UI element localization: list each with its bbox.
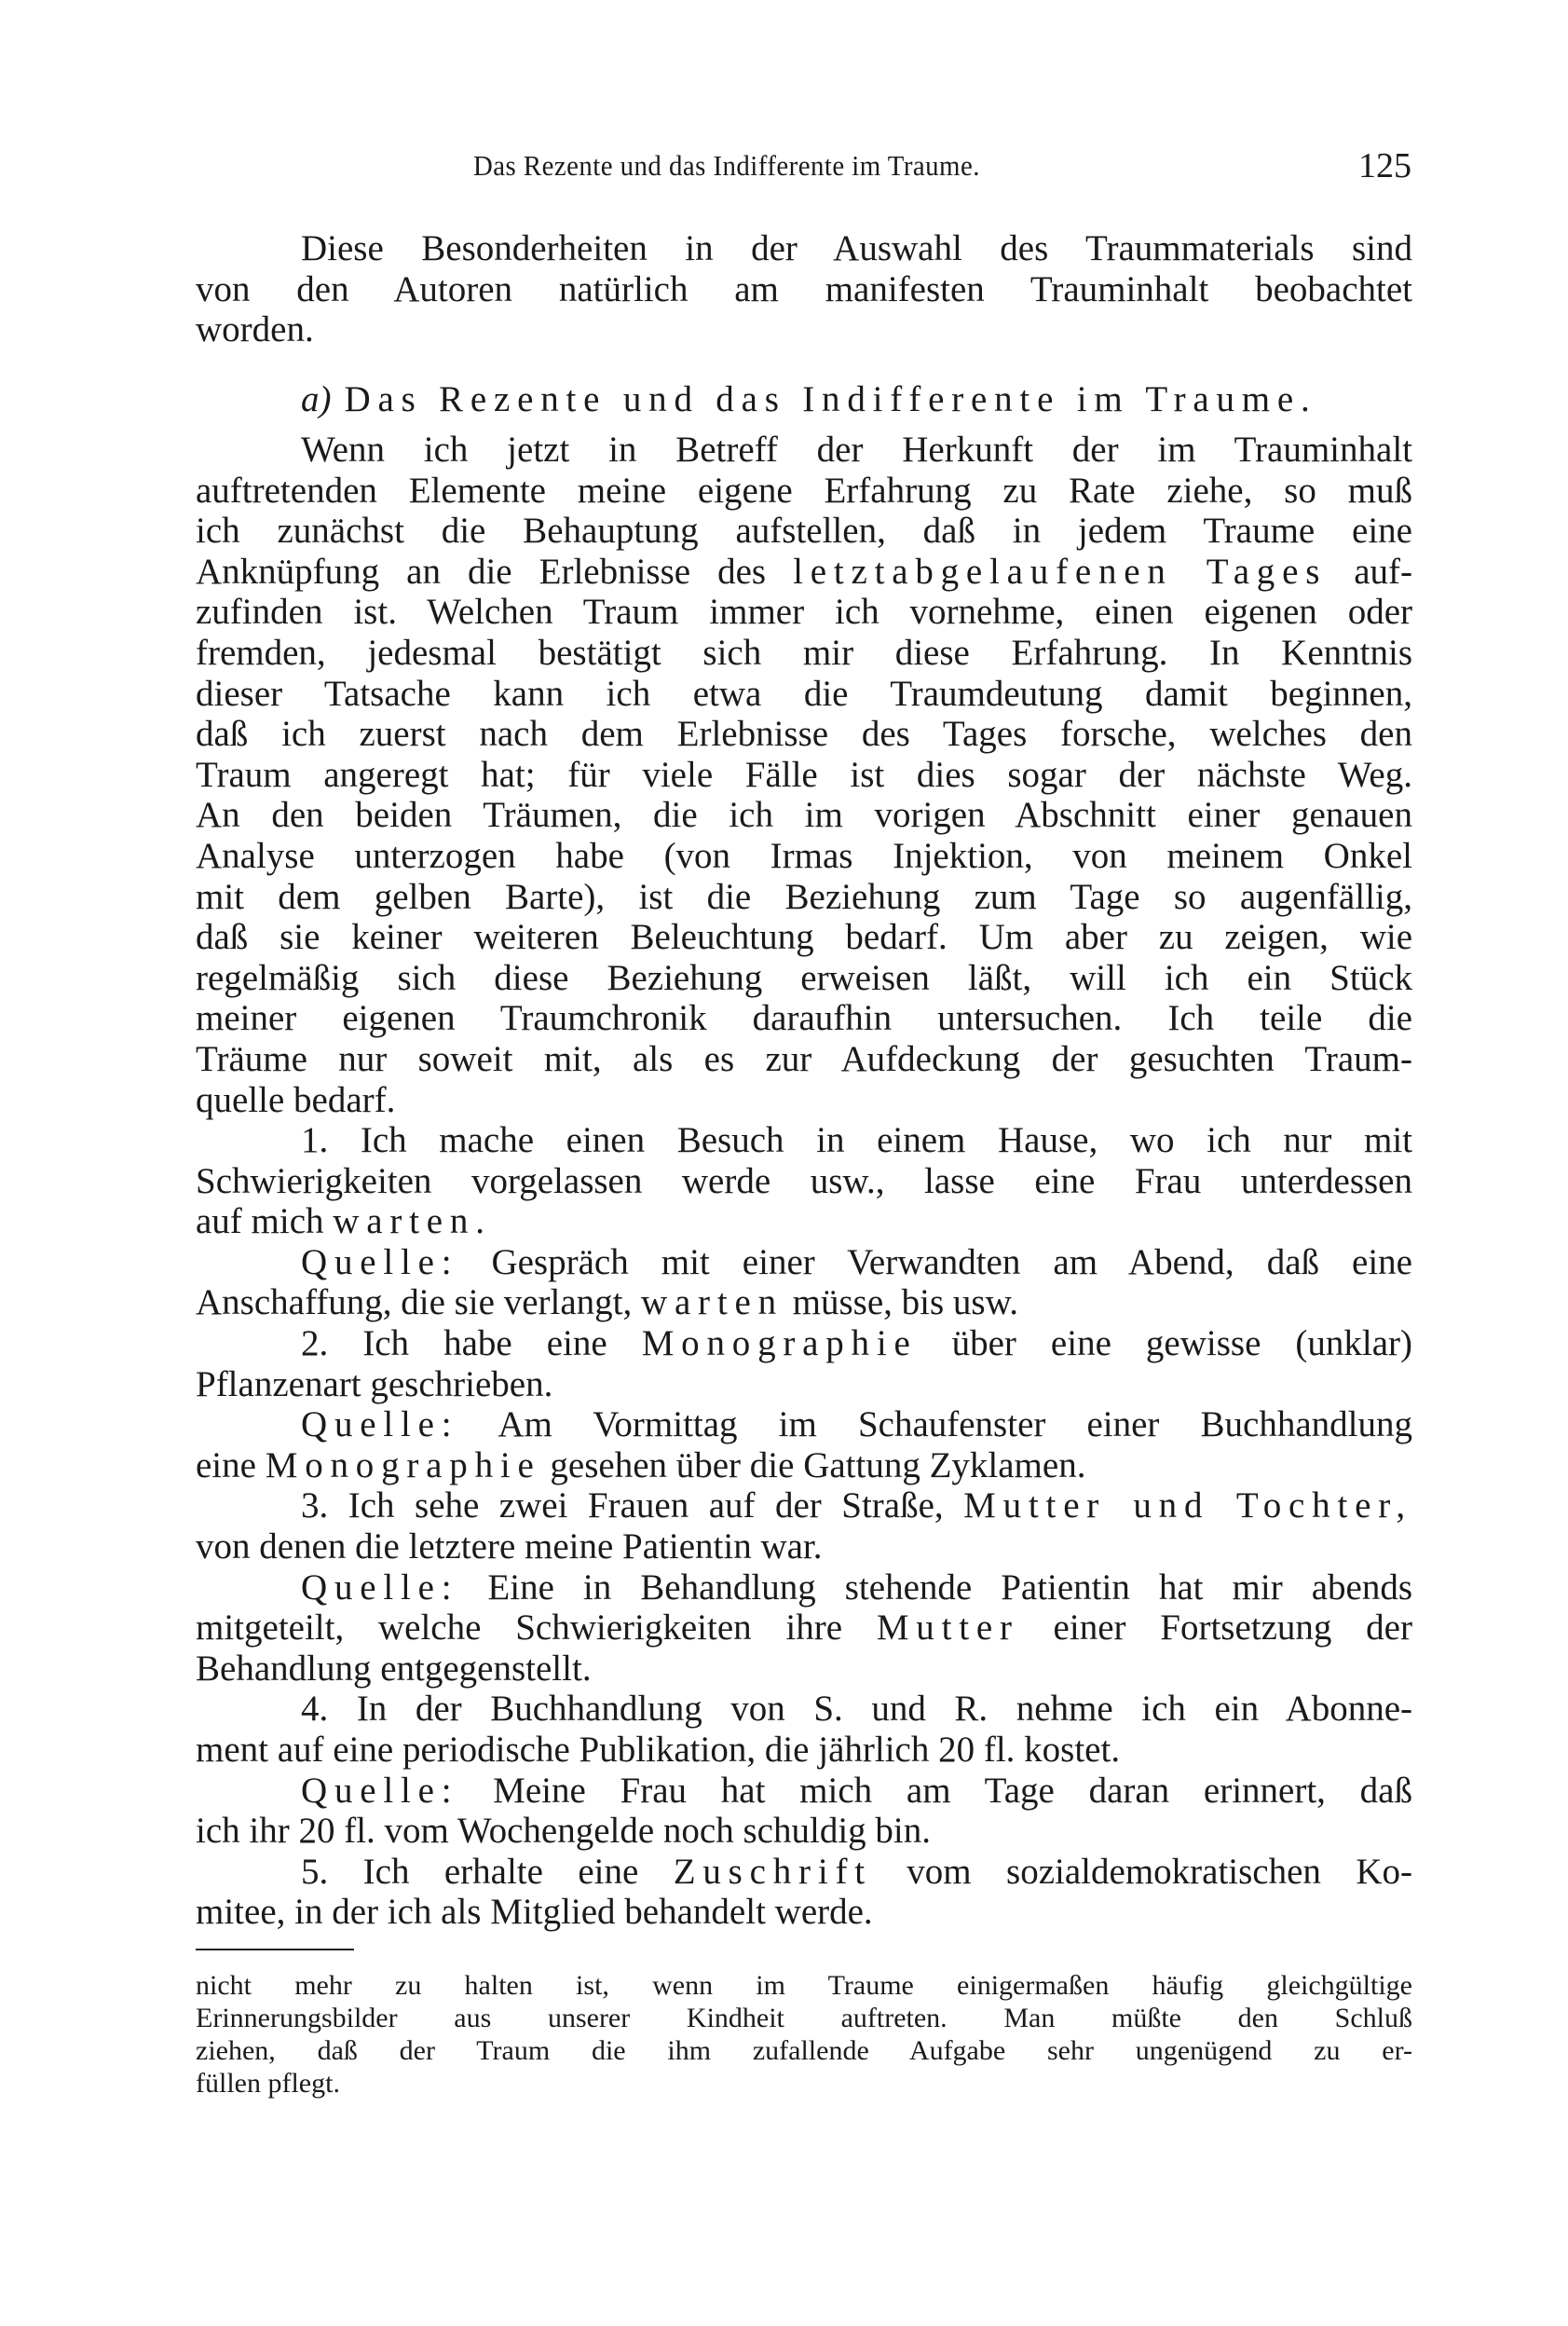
text-line — [196, 592, 1412, 633]
text-run: ich ihr 20 fl. vom Wochengelde noch schuldig bin. — [196, 1811, 931, 1852]
text-line — [196, 998, 1412, 1039]
running-title: Das Rezente und das Indifferente im Traume. — [473, 149, 980, 182]
text-line — [196, 269, 1412, 310]
page-number: 125 — [1358, 146, 1411, 185]
emphasized-text: Mutter und Tochter, — [963, 1485, 1412, 1526]
text-run: einer Fortsetzung der — [1018, 1608, 1412, 1649]
text-line — [196, 1730, 1412, 1771]
text-line — [196, 1242, 1412, 1283]
intro-paragraph — [196, 228, 1412, 350]
footnote-line — [196, 2002, 1412, 2034]
text-run: über eine gewisse (unklar) — [917, 1323, 1412, 1364]
text-run: dieser Tatsache kann ich etwa die Traumdeutung damit beginnen, — [196, 673, 1412, 714]
text-run: von denen die letztere meine Patientin war. — [196, 1526, 823, 1567]
paragraph — [196, 1404, 1412, 1485]
text-line — [196, 917, 1412, 958]
text-line — [196, 1120, 1412, 1161]
text-line — [196, 1039, 1412, 1080]
text-run: 5. Ich erhalte eine — [301, 1851, 674, 1892]
text-run: Träume nur soweit mit, als es zur Aufdeckung der gesuchten Traum- — [196, 1038, 1412, 1079]
body-text — [196, 430, 1412, 1933]
text-run: Anschaffung, die sie verlangt, — [196, 1282, 641, 1323]
text-run: Traum angeregt hat; für viele Fälle ist dies sogar der nächste Weg. — [196, 754, 1412, 795]
paragraph — [196, 1242, 1412, 1323]
text-run: Anknüpfung an die Erlebnisse des — [196, 551, 794, 592]
text-run: mit dem gelben Barte), ist die Beziehung zum Tage so augenfällig, — [196, 876, 1412, 917]
footnote-line — [196, 2034, 1412, 2067]
text-line — [196, 1323, 1412, 1364]
text-run: Wenn ich jetzt in Betreff der Herkunft der im Trauminhalt — [301, 430, 1412, 470]
text-line — [196, 1526, 1412, 1567]
text-run: zufinden ist. Welchen Traum immer ich vornehme, einen eigenen oder — [196, 592, 1412, 633]
text-run: Behandlung entgegenstellt. — [196, 1648, 592, 1689]
text-run: fremden, jedesmal bestätigt sich mir diese Erfahrung. In Kenntnis — [196, 632, 1412, 673]
text-run: mitee, in der ich als Mitglied behandelt werde. — [196, 1892, 873, 1933]
emphasized-text: warten. — [333, 1201, 492, 1242]
text-line — [196, 471, 1412, 512]
text-run: 2. Ich habe eine — [301, 1323, 642, 1364]
text-line — [196, 877, 1412, 918]
footnote-divider — [196, 1949, 354, 1950]
text-line — [196, 228, 1412, 269]
text-line — [196, 836, 1412, 877]
section-title: Das Rezente und das Indifferente im Traume. — [344, 379, 1317, 419]
text-line — [196, 958, 1412, 999]
emphasized-text: Quelle: — [301, 1404, 459, 1445]
text-line — [196, 1080, 1412, 1121]
paragraph — [196, 1567, 1412, 1690]
footnote-line — [196, 2067, 1412, 2100]
text-line — [196, 309, 1412, 350]
text-line — [196, 511, 1412, 552]
paragraph — [196, 1689, 1412, 1770]
text-line — [196, 755, 1412, 796]
emphasized-text: Monographie — [265, 1444, 541, 1485]
text-run: ich zunächst die Behauptung aufstellen, daß in jedem Traume eine — [196, 511, 1412, 552]
section-label: a) — [301, 379, 332, 419]
text-run: 3. Ich sehe zwei Frauen auf der Straße, — [301, 1485, 964, 1526]
text-run: nicht mehr zu halten ist, wenn im Traume einigermaßen häufig gleichgültige — [196, 1970, 1412, 2001]
text-line — [196, 674, 1412, 715]
text-run: regelmäßig sich diese Beziehung erweisen läßt, will ich ein Stück — [196, 957, 1412, 998]
paragraph — [196, 1485, 1412, 1567]
emphasized-text: warten — [640, 1282, 784, 1323]
text-run: 4. In der Buchhandlung von S. und R. nehme ich ein Abonne- — [301, 1689, 1412, 1730]
text-run: Pflanzenart geschrieben. — [196, 1363, 553, 1404]
text-run: ment auf eine periodische Publikation, die jährlich 20 fl. kostet. — [196, 1730, 1121, 1770]
text-line — [196, 1771, 1412, 1812]
text-line — [196, 552, 1412, 593]
running-header — [0, 145, 1568, 188]
text-line — [196, 1852, 1412, 1893]
footnote-line — [196, 1969, 1412, 2002]
emphasized-text: Monographie — [641, 1323, 918, 1364]
text-line — [196, 1445, 1412, 1486]
text-line — [196, 1689, 1412, 1730]
text-line — [196, 795, 1412, 836]
paragraph — [196, 1852, 1412, 1933]
text-run: müsse, bis usw. — [783, 1282, 1018, 1323]
text-line — [196, 633, 1412, 674]
text-line — [196, 430, 1412, 471]
text-line — [196, 1608, 1412, 1649]
text-line — [196, 1364, 1412, 1405]
paragraph — [196, 1771, 1412, 1852]
text-run: auf- — [1327, 551, 1412, 592]
emphasized-text: Zuschrift — [673, 1851, 872, 1892]
text-run: von den Autoren natürlich am manifesten Trauminhalt beobachtet — [196, 268, 1412, 309]
paragraph — [196, 430, 1412, 1120]
text-run: worden. — [196, 309, 314, 350]
text-line — [196, 714, 1412, 755]
text-run: Schwierigkeiten vorgelassen werde usw., lasse eine Frau unterdessen — [196, 1160, 1412, 1201]
text-line — [196, 1567, 1412, 1608]
paragraph — [196, 1323, 1412, 1404]
text-line — [196, 1404, 1412, 1445]
emphasized-text: Quelle: — [301, 1770, 459, 1811]
text-run: Eine in Behandlung stehende Patientin hat mir abends — [458, 1567, 1412, 1608]
text-run: meiner eigenen Traumchronik daraufhin untersuchen. Ich teile die — [196, 998, 1412, 1039]
text-run: vom sozialdemokratischen Ko- — [871, 1851, 1412, 1892]
text-line — [196, 1811, 1412, 1852]
footnote — [196, 1969, 1412, 2100]
text-run: mitgeteilt, welche Schwierigkeiten ihre — [196, 1608, 877, 1649]
text-run: Am Vormittag im Schaufenster einer Buchhandlung — [458, 1404, 1412, 1445]
text-line — [196, 1201, 1412, 1242]
text-line — [196, 1282, 1412, 1323]
emphasized-text: Mutter — [876, 1608, 1019, 1649]
text-run: daß sie keiner weiteren Beleuchtung bedarf. Um aber zu zeigen, wie — [196, 917, 1412, 958]
text-run: füllen pflegt. — [196, 2068, 340, 2099]
text-run: eine — [196, 1444, 266, 1485]
paragraph — [196, 1120, 1412, 1242]
text-line — [196, 1161, 1412, 1202]
text-run: Erinnerungsbilder aus unserer Kindheit auftreten. Man müßte den Schluß — [196, 2003, 1412, 2033]
text-run: quelle bedarf. — [196, 1079, 396, 1120]
text-run: daß ich zuerst nach dem Erlebnisse des Tages forsche, welches den — [196, 714, 1412, 755]
text-run: An den beiden Träumen, die ich im vorigen Abschnitt einer genauen — [196, 795, 1412, 836]
text-line — [196, 1892, 1412, 1933]
text-run: auftretenden Elemente meine eigene Erfahrung zu Rate ziehe, so muß — [196, 470, 1412, 511]
text-run: gesehen über die Gattung Zyklamen. — [540, 1444, 1086, 1485]
text-run: Analyse unterzogen habe (von Irmas Injektion, von meinem Onkel — [196, 835, 1412, 876]
text-run: Gespräch mit einer Verwandten am Abend, daß eine — [458, 1241, 1412, 1282]
text-run: auf mich — [196, 1201, 334, 1242]
emphasized-text: Quelle: — [301, 1567, 459, 1608]
text-run: 1. Ich mache einen Besuch in einem Hause, wo ich nur mit — [301, 1120, 1412, 1161]
text-run: ziehen, daß der Traum die ihm zufallende Aufgabe sehr ungenügend zu er- — [196, 2035, 1412, 2066]
emphasized-text: letztabgelaufenen Tages — [793, 551, 1328, 592]
section-heading — [301, 379, 1317, 420]
text-line — [196, 1649, 1412, 1690]
emphasized-text: Quelle: — [301, 1241, 459, 1282]
text-line — [196, 1485, 1412, 1526]
text-run: Diese Besonderheiten in der Auswahl des Traummaterials sind — [301, 228, 1412, 268]
text-run: Meine Frau hat mich am Tage daran erinnert, daß — [458, 1770, 1412, 1811]
